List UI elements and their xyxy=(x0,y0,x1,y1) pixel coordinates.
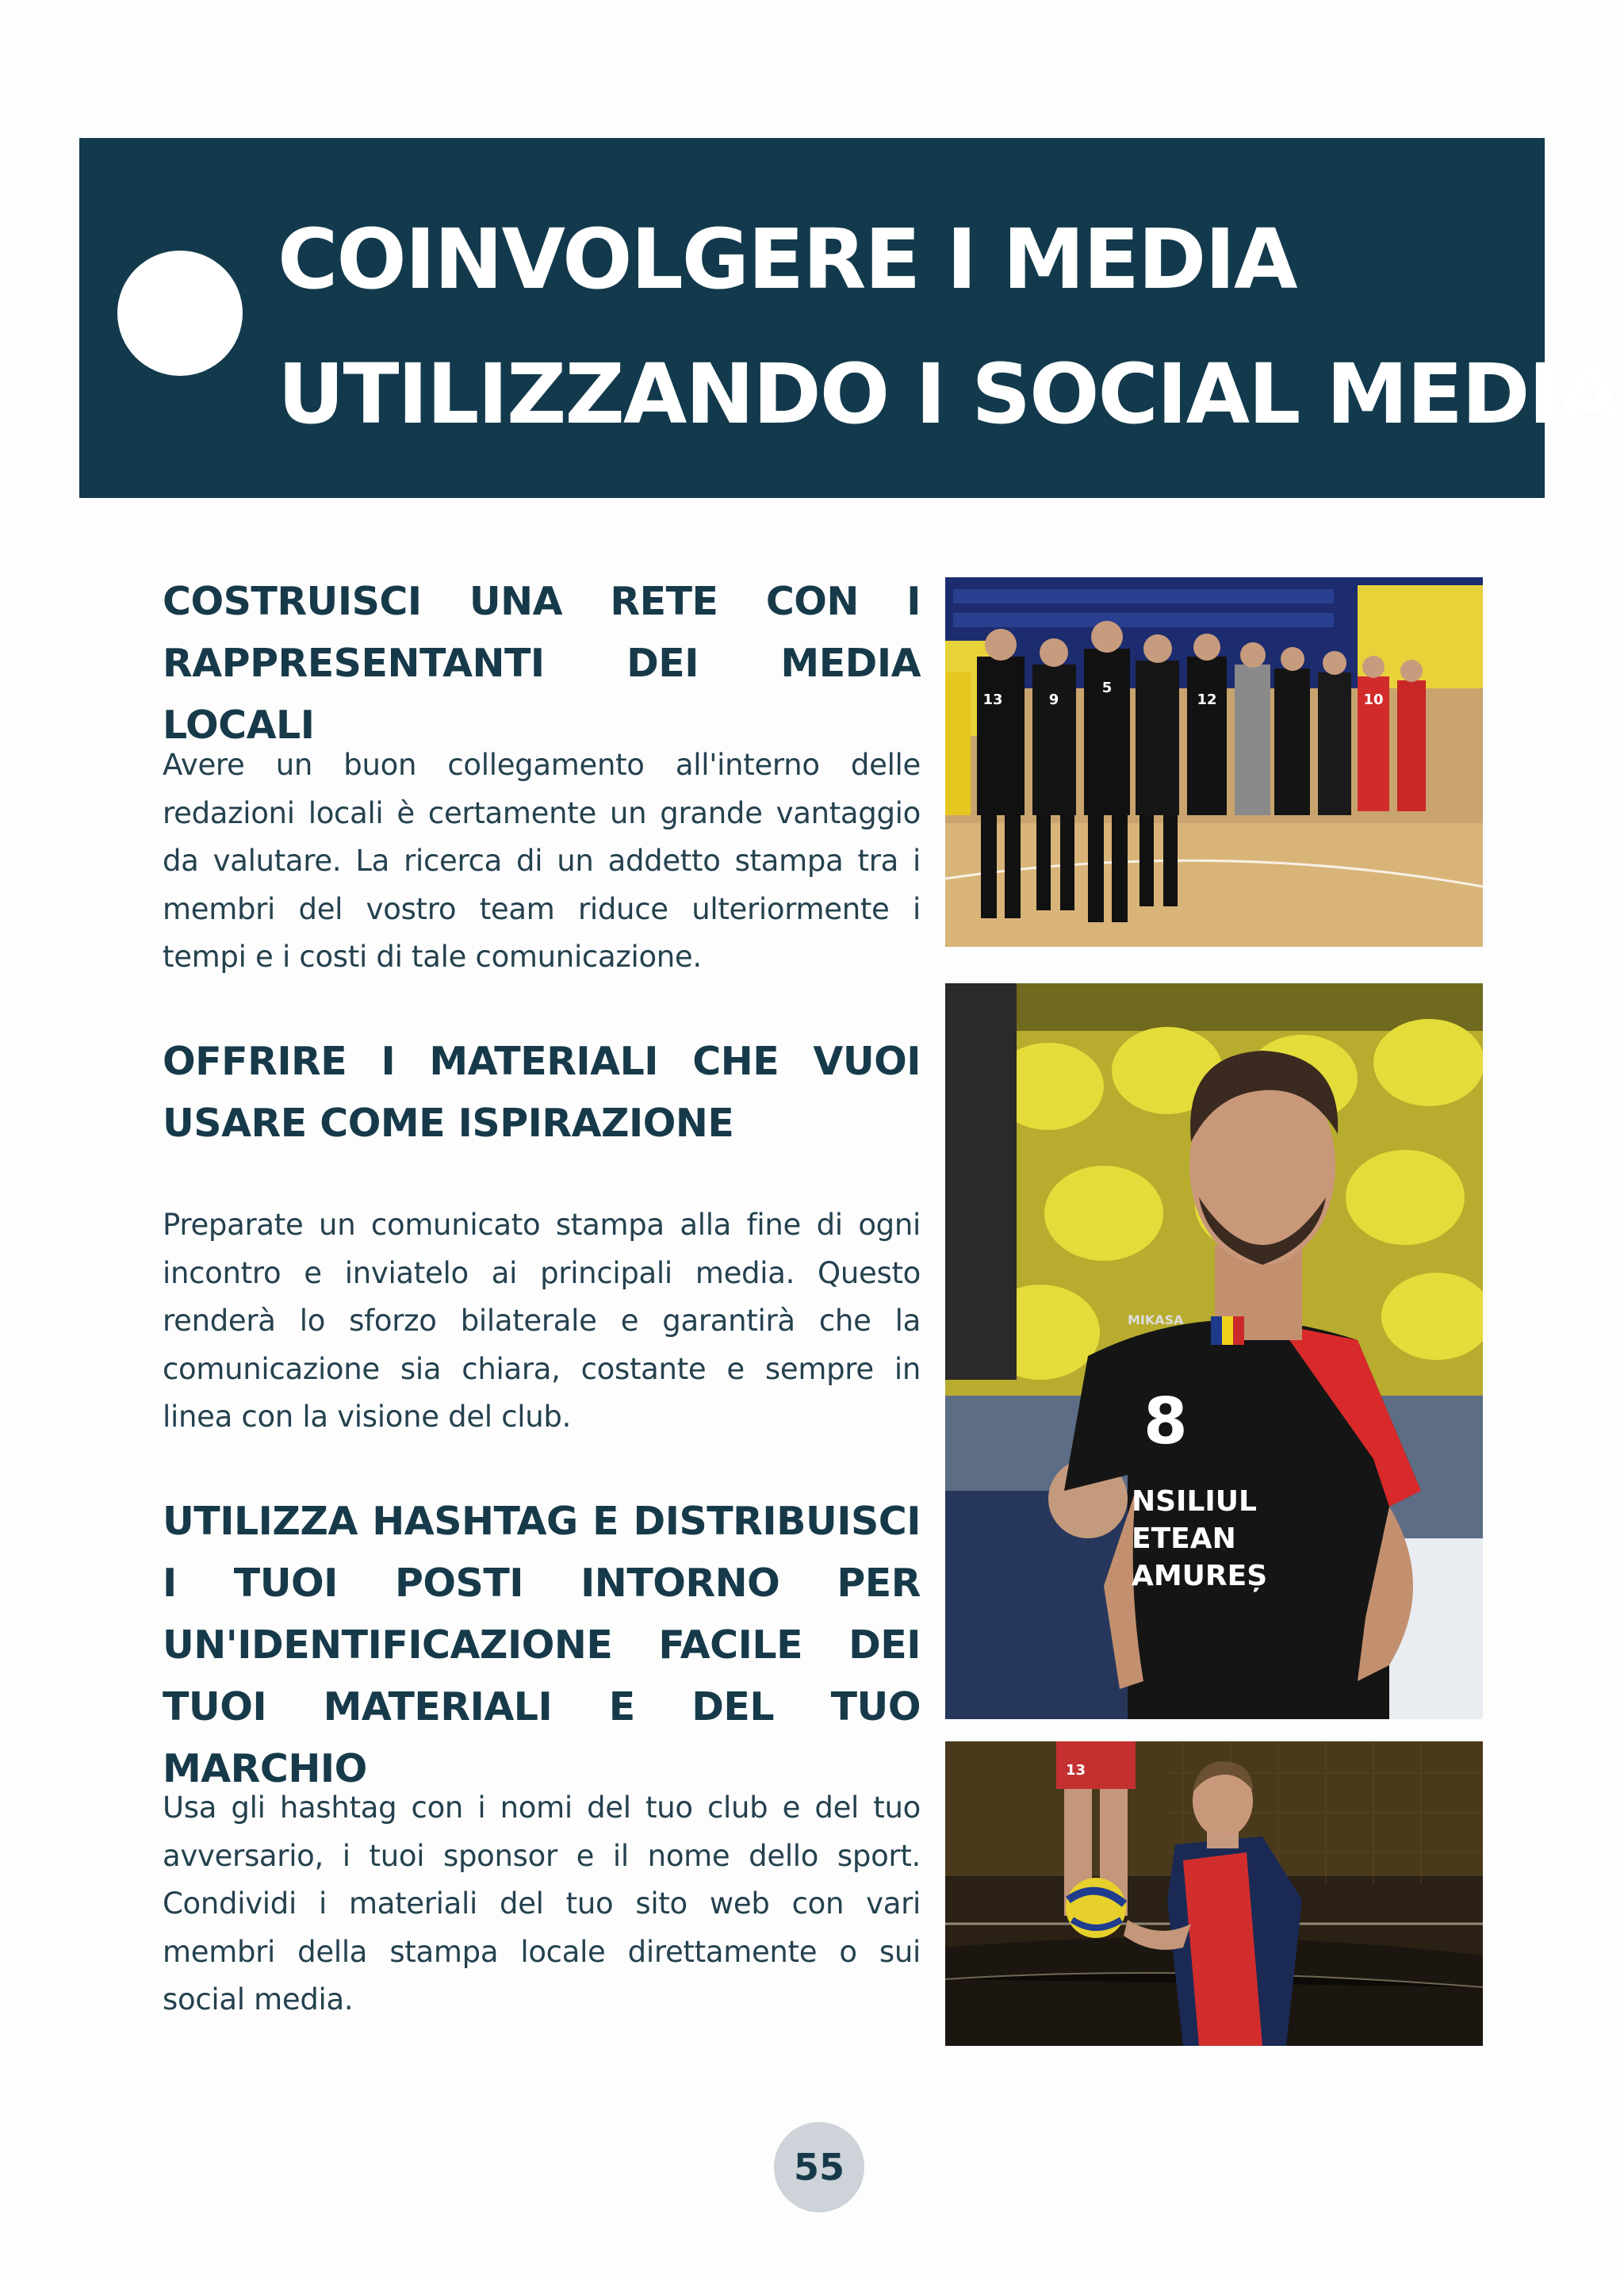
serve-jersey-number: 13 xyxy=(1066,1762,1086,1779)
section-body-network: Avere un buon collegamento all'interno delle redazioni locali è certamente un grande vantaggio da valutare. La ricerca di un addetto stampa tra i membri del vostro team riduce ulteriormente i tempi e i costi di tale comunicazione. xyxy=(163,748,921,974)
player-serve-photo xyxy=(945,1741,1483,2046)
brand-text: MIKASA xyxy=(1128,1312,1184,1327)
section-body-hashtag: Usa gli hashtag con i nomi del tuo club e del tuo avversario, i tuoi sponsor e il nome dello sport. Condividi i materiali del tuo sito web con vari membri della stampa locale direttamente o sui social media. xyxy=(163,1791,921,2017)
player-portrait-photo xyxy=(945,983,1483,1719)
section-heading-hashtag: UTILIZZA HASHTAG E DISTRIBUISCI I TUOI POSTI INTORNO PER UN'IDENTIFICAZIONE FACILE DEI TUOI MATERIALI E DEL TUO MARCHIO xyxy=(163,1499,921,1791)
page-number: 55 xyxy=(793,2146,845,2189)
jersey-text-line-1: NSILIUL xyxy=(1132,1485,1257,1518)
page-title-line-1: COINVOLGERE I MEDIA xyxy=(278,211,1297,308)
page-number-badge xyxy=(774,2122,864,2212)
team-lineup-photo xyxy=(945,577,1483,947)
title-banner xyxy=(79,138,1620,498)
jersey-text-line-2: ETEAN xyxy=(1132,1523,1236,1555)
page-title xyxy=(278,192,1620,462)
jersey-number-9: 9 xyxy=(1048,691,1059,708)
section-heading-network: COSTRUISCI UNA RETE CON I RAPPRESENTANTI DEI MEDIA LOCALI xyxy=(163,579,921,748)
jersey-text-line-3: AMUREȘ xyxy=(1132,1560,1268,1592)
section-body-materials: Preparate un comunicato stampa alla fine di ogni incontro e inviatelo ai principali media. Questo renderà lo sforzo bilaterale e garantirà che la comunicazione sia chiara, costante e sempre in linea con la visione del club. xyxy=(163,1208,921,1434)
page-title-line-2: UTILIZZANDO I SOCIAL MEDIA xyxy=(278,346,1620,442)
circle-decoration xyxy=(117,251,243,376)
player-jersey-number: 8 xyxy=(1143,1385,1188,1458)
jersey-number-5: 5 xyxy=(1101,680,1113,696)
jersey-number-13: 13 xyxy=(982,691,1003,708)
jersey-number-12: 12 xyxy=(1197,691,1217,708)
section-heading-materials: OFFRIRE I MATERIALI CHE VUOI USARE COME ISPIRAZIONE xyxy=(163,1039,921,1146)
jersey-number-10: 10 xyxy=(1363,691,1384,708)
